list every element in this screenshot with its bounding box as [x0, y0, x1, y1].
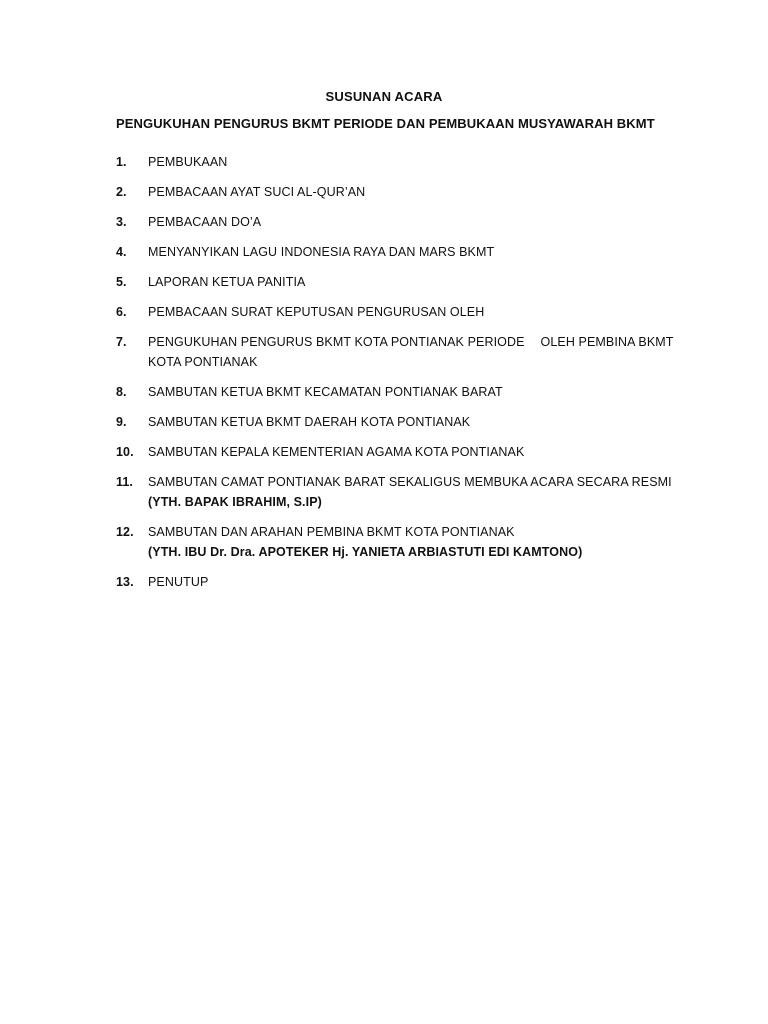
item-text: PEMBACAAN DO’A — [148, 215, 262, 229]
item-text: PEMBUKAAN — [148, 155, 228, 169]
document-subtitle: PENGUKUHAN PENGURUS BKMT PERIODE DAN PEMBUKAAN MUSYAWARAH BKMT — [116, 116, 655, 131]
agenda-item — [116, 332, 676, 372]
item-text — [148, 332, 676, 372]
agenda-item — [116, 302, 676, 322]
agenda-item — [116, 242, 676, 262]
item-number: 12. — [116, 525, 134, 539]
item-text: MENYANYIKAN LAGU INDONESIA RAYA DAN MARS BKMT — [148, 245, 495, 259]
item-number: 5. — [116, 275, 127, 289]
item-number: 13. — [116, 575, 134, 589]
item-text-part: PENGUKUHAN PENGURUS BKMT KOTA PONTIANAK PERIODE — [148, 335, 525, 349]
agenda-item — [116, 442, 676, 462]
item-text: SAMBUTAN KEPALA KEMENTERIAN AGAMA KOTA PONTIANAK — [148, 445, 525, 459]
item-number: 6. — [116, 305, 127, 319]
item-number: 4. — [116, 245, 127, 259]
item-text: PENUTUP — [148, 575, 209, 589]
document-title: SUSUNAN ACARA — [325, 89, 443, 104]
agenda-item — [116, 182, 676, 202]
item-text: PEMBACAAN SURAT KEPUTUSAN PENGURUSAN OLEH — [148, 305, 485, 319]
item-text — [148, 472, 676, 512]
agenda-item — [116, 472, 676, 512]
item-number: 7. — [116, 335, 127, 349]
agenda-item — [116, 152, 676, 172]
item-text: LAPORAN KETUA PANITIA — [148, 275, 306, 289]
agenda-item — [116, 382, 676, 402]
item-number: 8. — [116, 385, 127, 399]
item-number: 1. — [116, 155, 127, 169]
item-number: 11. — [116, 475, 133, 489]
item-honoree: (YTH. IBU Dr. Dra. APOTEKER Hj. YANIETA ARBIASTUTI EDI KAMTONO) — [148, 545, 583, 559]
item-number: 9. — [116, 415, 127, 429]
agenda-list — [116, 152, 676, 602]
item-number: 2. — [116, 185, 127, 199]
agenda-item — [116, 212, 676, 232]
agenda-item — [116, 522, 676, 562]
item-text: SAMBUTAN KETUA BKMT KECAMATAN PONTIANAK BARAT — [148, 385, 503, 399]
item-text: SAMBUTAN KETUA BKMT DAERAH KOTA PONTIANAK — [148, 415, 471, 429]
item-honoree: (YTH. BAPAK IBRAHIM, S.IP) — [148, 495, 322, 509]
item-text: PEMBACAAN AYAT SUCI AL-QUR’AN — [148, 185, 366, 199]
agenda-item — [116, 412, 676, 432]
item-number: 10. — [116, 445, 134, 459]
item-text-part: SAMBUTAN CAMAT PONTIANAK BARAT SEKALIGUS MEMBUKA ACARA SECARA RESMI — [148, 475, 672, 489]
item-text — [148, 522, 676, 562]
item-text-part: OLEH PEMBINA BKMT KOTA PONTIANAK — [148, 335, 674, 369]
agenda-item — [116, 272, 676, 292]
agenda-item — [116, 572, 676, 592]
item-number: 3. — [116, 215, 127, 229]
item-text-part: SAMBUTAN DAN ARAHAN PEMBINA BKMT KOTA PONTIANAK — [148, 525, 515, 539]
